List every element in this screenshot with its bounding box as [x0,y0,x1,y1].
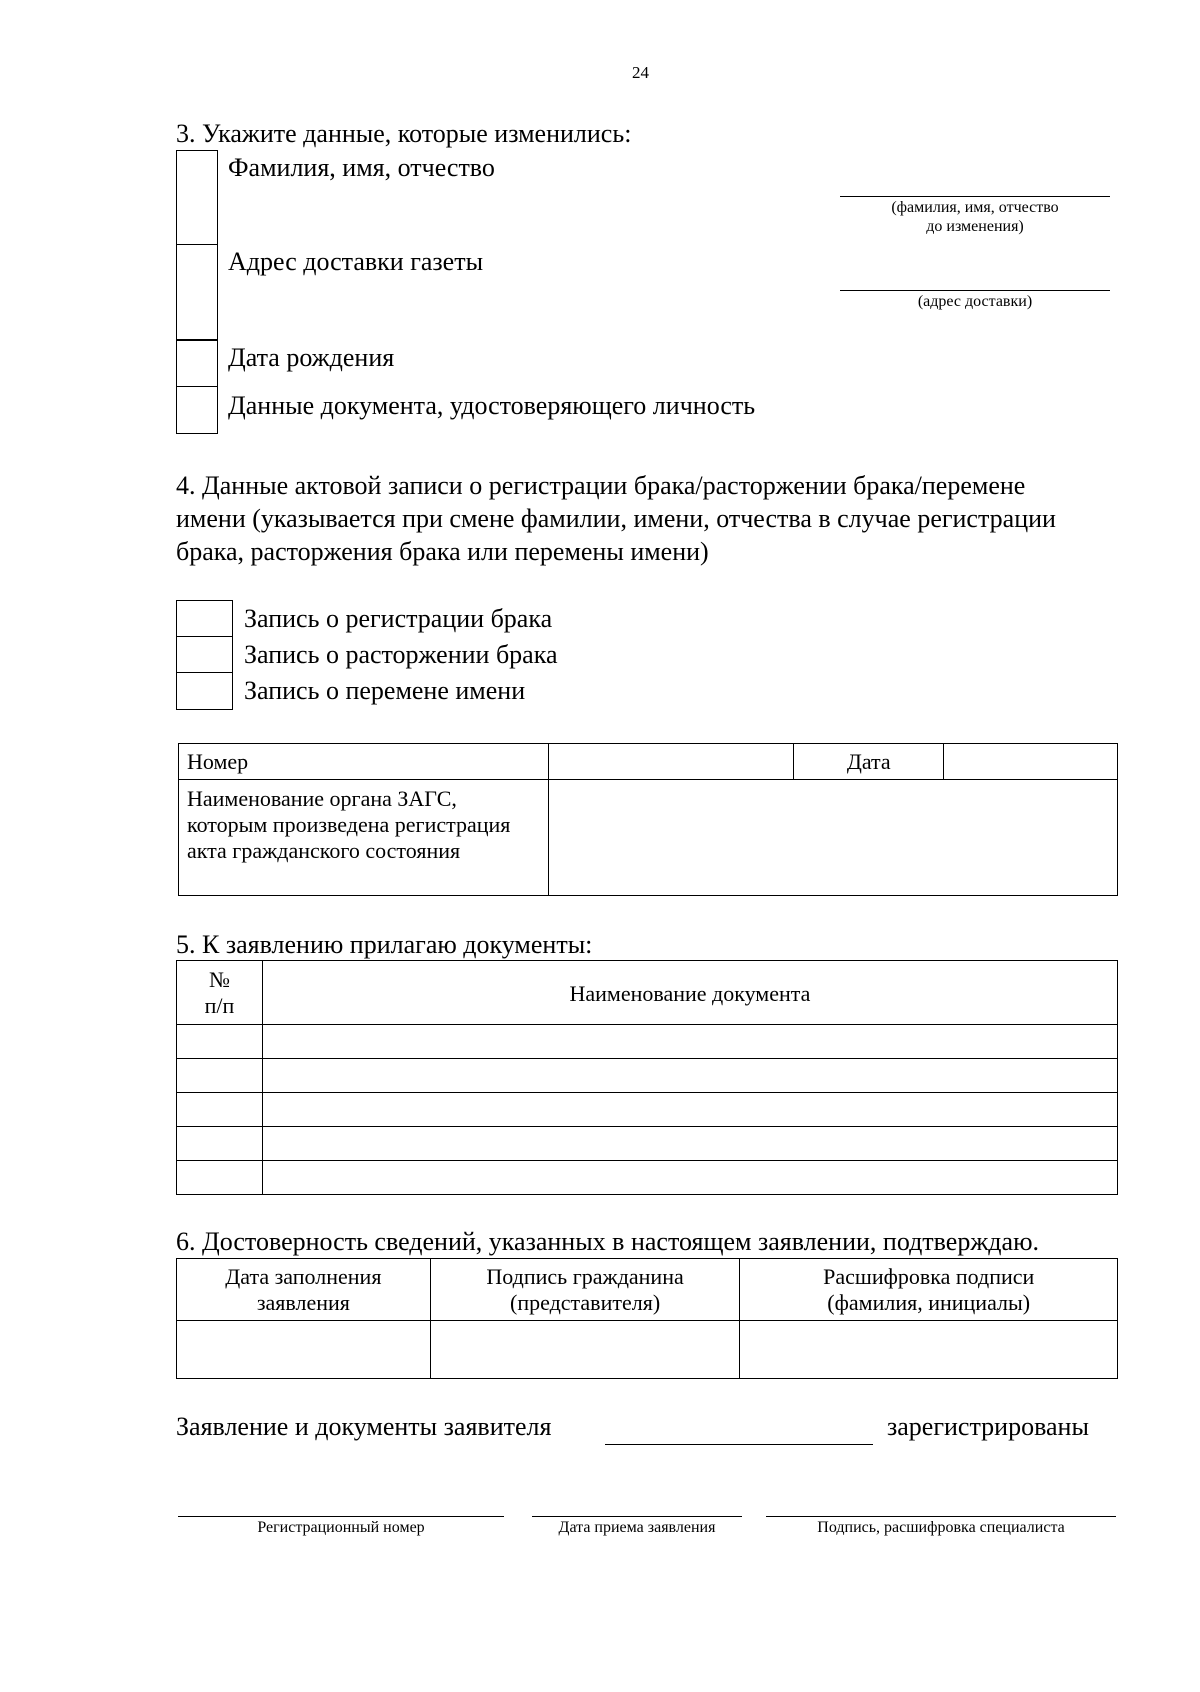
reg-number-line[interactable] [178,1516,504,1517]
section6-title: 6. Достоверность сведений, указанных в настоящем заявлении, подтверждаю. [176,1227,1039,1256]
attached-documents-table [176,960,1118,1195]
row-document-name-cell[interactable] [262,1059,1117,1093]
col-fill-date-line1: Дата заполнения [225,1263,382,1289]
row-document-name-cell[interactable] [262,1127,1117,1161]
confirmation-table [176,1258,1118,1379]
col-fill-date-header [177,1259,431,1321]
acceptance-date-line[interactable] [532,1516,742,1517]
row-number-cell[interactable] [177,1127,263,1161]
table-row [177,1025,1118,1059]
row-document-name-cell[interactable] [262,1093,1117,1127]
col-signature-decoding-line2: (фамилия, инициалы) [827,1289,1031,1315]
option-name-change-label: Запись о перемене имени [244,676,526,705]
date-label: Дата [794,744,944,780]
zags-label: Наименование органа ЗАГС, которым произведена регистрация акта гражданского состояния [179,780,549,896]
row-number-cell[interactable] [177,1059,263,1093]
table-row [177,1161,1118,1195]
option-address-label: Адрес доставки газеты [228,247,484,276]
col-number-header [177,961,263,1025]
col-signature-decoding-line1: Расшифровка подписи [823,1263,1035,1289]
checkbox-fio[interactable] [176,150,218,246]
registration-text-left: Заявление и документы заявителя [176,1412,552,1441]
number-label: Номер [179,744,549,780]
acceptance-date-caption: Дата приема заявления [558,1519,716,1536]
table-row [177,1059,1118,1093]
zags-field[interactable] [548,780,1117,896]
section5-title: 5. К заявлению прилагаю документы: [176,930,593,959]
section4-title-line1: 4. Данные актовой записи о регистрации брака/расторжении брака/перемене [176,471,1026,500]
address-caption: (адрес доставки) [917,293,1033,310]
specialist-signature-caption: Подпись, расшифровка специалиста [817,1519,1065,1536]
fio-caption-line1: (фамилия, имя, отчество [891,199,1059,216]
option-divorce-label: Запись о расторжении брака [244,640,558,669]
option-marriage-label: Запись о регистрации брака [244,604,553,633]
fio-before-change-line[interactable] [840,196,1110,197]
option-id-document-label: Данные документа, удостоверяющего личность [228,391,756,420]
reg-number-caption: Регистрационный номер [257,1519,425,1536]
option-fio-label: Фамилия, имя, отчество [228,153,495,182]
col-document-name-header: Наименование документа [262,961,1117,1025]
row-number-cell[interactable] [177,1025,263,1059]
date-field[interactable] [944,744,1118,780]
col-number-line1: № [208,966,230,992]
col-number-line2: п/п [204,992,235,1018]
checkbox-address[interactable] [176,244,218,340]
checkbox-marriage-record[interactable] [176,600,233,638]
registration-blank-line[interactable] [605,1444,873,1445]
page-number: 24 [632,63,649,82]
section3-title: 3. Укажите данные, которые изменились: [176,119,632,148]
col-citizen-signature-line1: Подпись гражданина [486,1263,684,1289]
row-number-cell[interactable] [177,1093,263,1127]
fio-caption-line2: до изменения) [926,218,1024,235]
col-citizen-signature-line2: (представителя) [510,1289,661,1315]
table-row [177,1093,1118,1127]
section4-title-line3: брака, расторжения брака или перемены имени) [176,537,709,566]
table-row [177,1127,1118,1161]
checkbox-divorce-record[interactable] [176,636,233,674]
signature-decoding-field[interactable] [740,1321,1118,1379]
option-birthdate-label: Дата рождения [228,343,395,372]
citizen-signature-field[interactable] [430,1321,740,1379]
col-citizen-signature-header [430,1259,740,1321]
fill-date-field[interactable] [177,1321,431,1379]
col-fill-date-line2: заявления [256,1289,350,1315]
section4-title-line2: имени (указывается при смене фамилии, имени, отчества в случае регистрации [176,504,1056,533]
act-record-table [178,743,1118,896]
number-field[interactable] [548,744,794,780]
specialist-signature-line[interactable] [766,1516,1116,1517]
row-document-name-cell[interactable] [262,1161,1117,1195]
row-document-name-cell[interactable] [262,1025,1117,1059]
checkbox-name-change-record[interactable] [176,672,233,710]
row-number-cell[interactable] [177,1161,263,1195]
col-signature-decoding-header [740,1259,1118,1321]
address-line[interactable] [840,290,1110,291]
registration-text-right: зарегистрированы [887,1412,1089,1441]
checkbox-id-document[interactable] [176,386,218,434]
checkbox-birthdate[interactable] [176,340,218,388]
